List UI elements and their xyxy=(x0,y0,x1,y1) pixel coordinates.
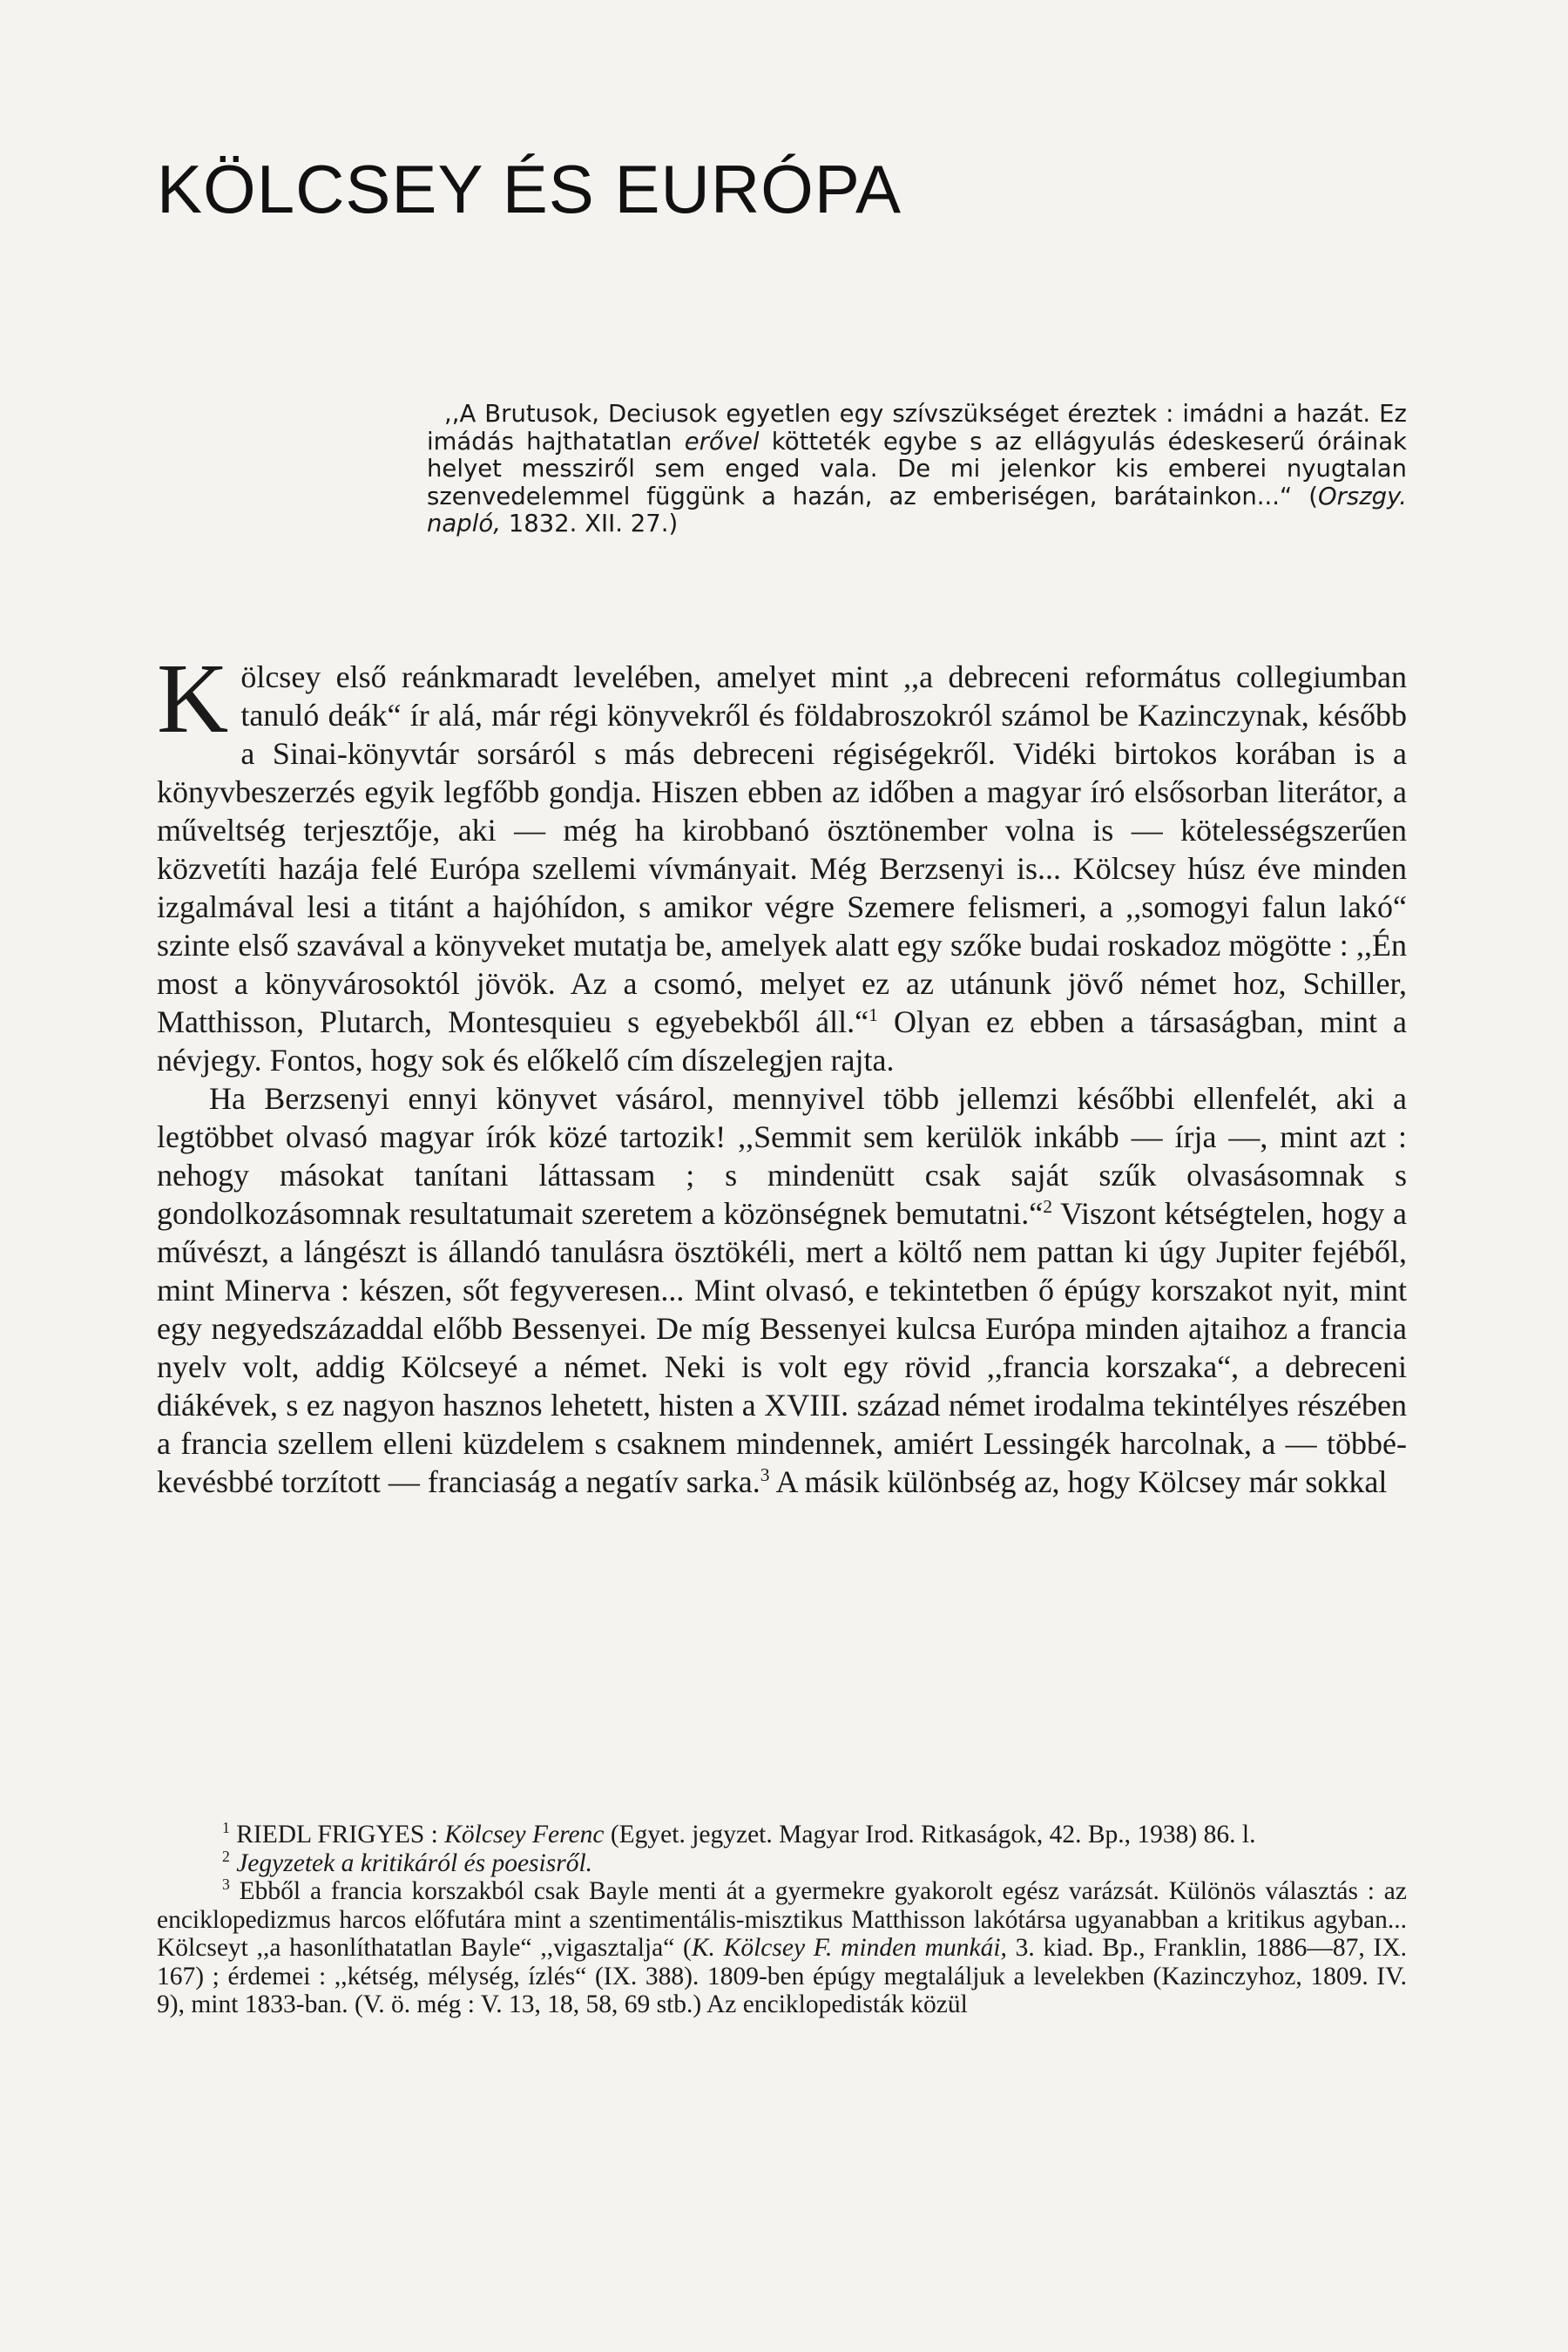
epigraph-quote xyxy=(427,401,1407,538)
footnote-title: K. Kölcsey F. minden munkái, xyxy=(691,1934,1007,1962)
footnote-mark: 3 xyxy=(222,1876,230,1894)
footnote-mark: 2 xyxy=(222,1847,230,1865)
drop-cap: K xyxy=(157,643,229,754)
footnote-title: Jegyzetek a kritikáról és poesisről. xyxy=(236,1848,593,1877)
epigraph-text-part: ,,A Brutusok, Deciusok egyetlen egy szívszükséget éreztek : imádni a hazát. Ez imádás hajthatatlan xyxy=(427,400,1407,456)
footnote-ref-2[interactable]: 2 xyxy=(1043,1196,1053,1217)
chapter-title: KÖLCSEY ÉS EURÓPA xyxy=(157,151,902,227)
footnote-title: Kölcsey Ferenc xyxy=(444,1821,605,1848)
paragraph-text: Olyan ez ebben a társaságban, mint a névjegy. Fontos, hogy sok és előkelő cím díszelegjen rajta. xyxy=(157,1004,1408,1078)
paragraph-1 xyxy=(157,643,1408,1079)
main-text xyxy=(157,643,1408,1501)
footnote-text: 3. kiad. Bp., Franklin, 1886—87, IX. 167) ; érdemei : ,,kétség, mélység, ízlés“ (IX. 388). 1809-ben épúgy megtaláljuk a levelekben (Kazinczyhoz, 1809. IV. 9), mint 1833-ban. (V. ö. még : V. 13, 18, 58, 69 stb.) Az enciklopedisták közül xyxy=(157,1934,1407,2018)
footnote-text: RIEDL FRIGYES : xyxy=(229,1821,445,1848)
epigraph-text xyxy=(427,401,1407,538)
paragraph-text: Viszont kétségtelen, hogy a művészt, a lángészt is állandó tanulásra ösztökéli, mert a költő nem pattan ki úgy Jupiter fejéből, mint Minerva : készen, sőt fegyveresen... Mint olvasó, e tekintetben ő épúgy korszakot nyit, mint egy negyedszázaddal előbb Bessenyei. De míg Bessenyei kulcsa Európa minden ajtaihoz a francia nyelv volt, addig Kölcseyé a német. Neki is volt egy rövid ,,francia korszaka“, a debreceni diákévek, s ez nagyon hasznos lehetett, histen a XVIII. század német irodalma tekintélyes részében a francia szellem elleni küzdelem s csaknem mindennek, amiért Lessingék harcolnak, a — többé-kevésbbé torzított — franciaság a negatív sarka. xyxy=(157,1196,1407,1499)
footnote-mark: 1 xyxy=(222,1819,230,1837)
paragraph-text: A másik különbség az, hogy Kölcsey már sokkal xyxy=(769,1464,1388,1499)
footnote-2 xyxy=(157,1849,1407,1878)
paragraph-2 xyxy=(157,1079,1407,1501)
footnote-ref-1[interactable]: 1 xyxy=(868,1004,878,1025)
footnote-text: (Egyet. jegyzet. Magyar Irod. Ritkaságok, 42. Bp., 1938) 86. l. xyxy=(604,1821,1256,1848)
paragraph-text: ölcsey első reánkmaradt levelében, amelyet mint ,,a debreceni református collegiumban tanuló deák“ ír alá, már régi könyvekről és földabroszokról számol be Kazinczynak, később a Sinai-könyvtár sorsáról s más debreceni régiségekről. Vidéki birtokos korában is a könyvbeszerzés egyik legfőbb gondja. Hiszen ebben az időben a magyar író elsősorban literátor, a műveltség terjesztője, aki — még ha kirobbanó ösztönember volna is — kötelességszerűen közvetíti hazája felé Európa szellemi vívmányait. Még Berzsenyi is... Kölcsey húsz éve minden izgalmával lesi a titánt a hajóhídon, s amikor végre Szemere felismeri, a ,,somogyi falun lakó“ szinte első szavával a könyveket mutatja be, amelyek alatt egy szőke budai roskadoz mögötte : ,,Én most a könyvárosoktól jövök. Az a csomó, melyet ez az utánunk jövő német hoz, Schiller, Matthisson, Plutarch, Montesquieu s egyebekből áll.“ xyxy=(157,659,1407,1039)
epigraph-source: Orszgy. napló, xyxy=(427,482,1407,537)
footnote-text: Ebből a francia korszakból csak Bayle menti át a gyermekre gyakorolt egész varázsát. Különös választás : az enciklopedizmus harcos előfutára mint a szentimentális-misztikus Matthisson lakótársa ugyanabban a kritikus agyban... Kölcseyt ,,a hasonlíthatatlan Bayle“ ,,vigasztalja“ ( xyxy=(157,1877,1407,1962)
epigraph-text-part: kötteték egybe s az ellágyulás édeskeserű óráinak helyet messziről sem enged vala. De mi jelenkor kis emberei nyugtalan szenvedelemmel függünk a hazán, az emberiségen, barátainkon...“ ( xyxy=(427,427,1407,510)
paragraph-text: Ha Berzsenyi ennyi könyvet vásárol, mennyivel több jellemzi későbbi ellenfelét, aki a legtöbbet olvasó magyar írók közé tartozik! ,,Semmit sem kerülök inkább — írja —, mint azt : nehogy másokat tanítani láttassam ; s mindenütt csak saját szűk olvasásomnak s gondolkozásomnak resultatumait szeretem a közönségnek bemutatni.“ xyxy=(157,1081,1407,1231)
footnote-ref-3[interactable]: 3 xyxy=(760,1464,770,1485)
footnote-3 xyxy=(157,1877,1407,2019)
epigraph-date: 1832. XII. 27.) xyxy=(500,510,679,537)
footnote-1 xyxy=(157,1821,1407,1849)
epigraph-emphasis: erővel xyxy=(684,427,760,456)
footnotes xyxy=(157,1821,1407,2019)
